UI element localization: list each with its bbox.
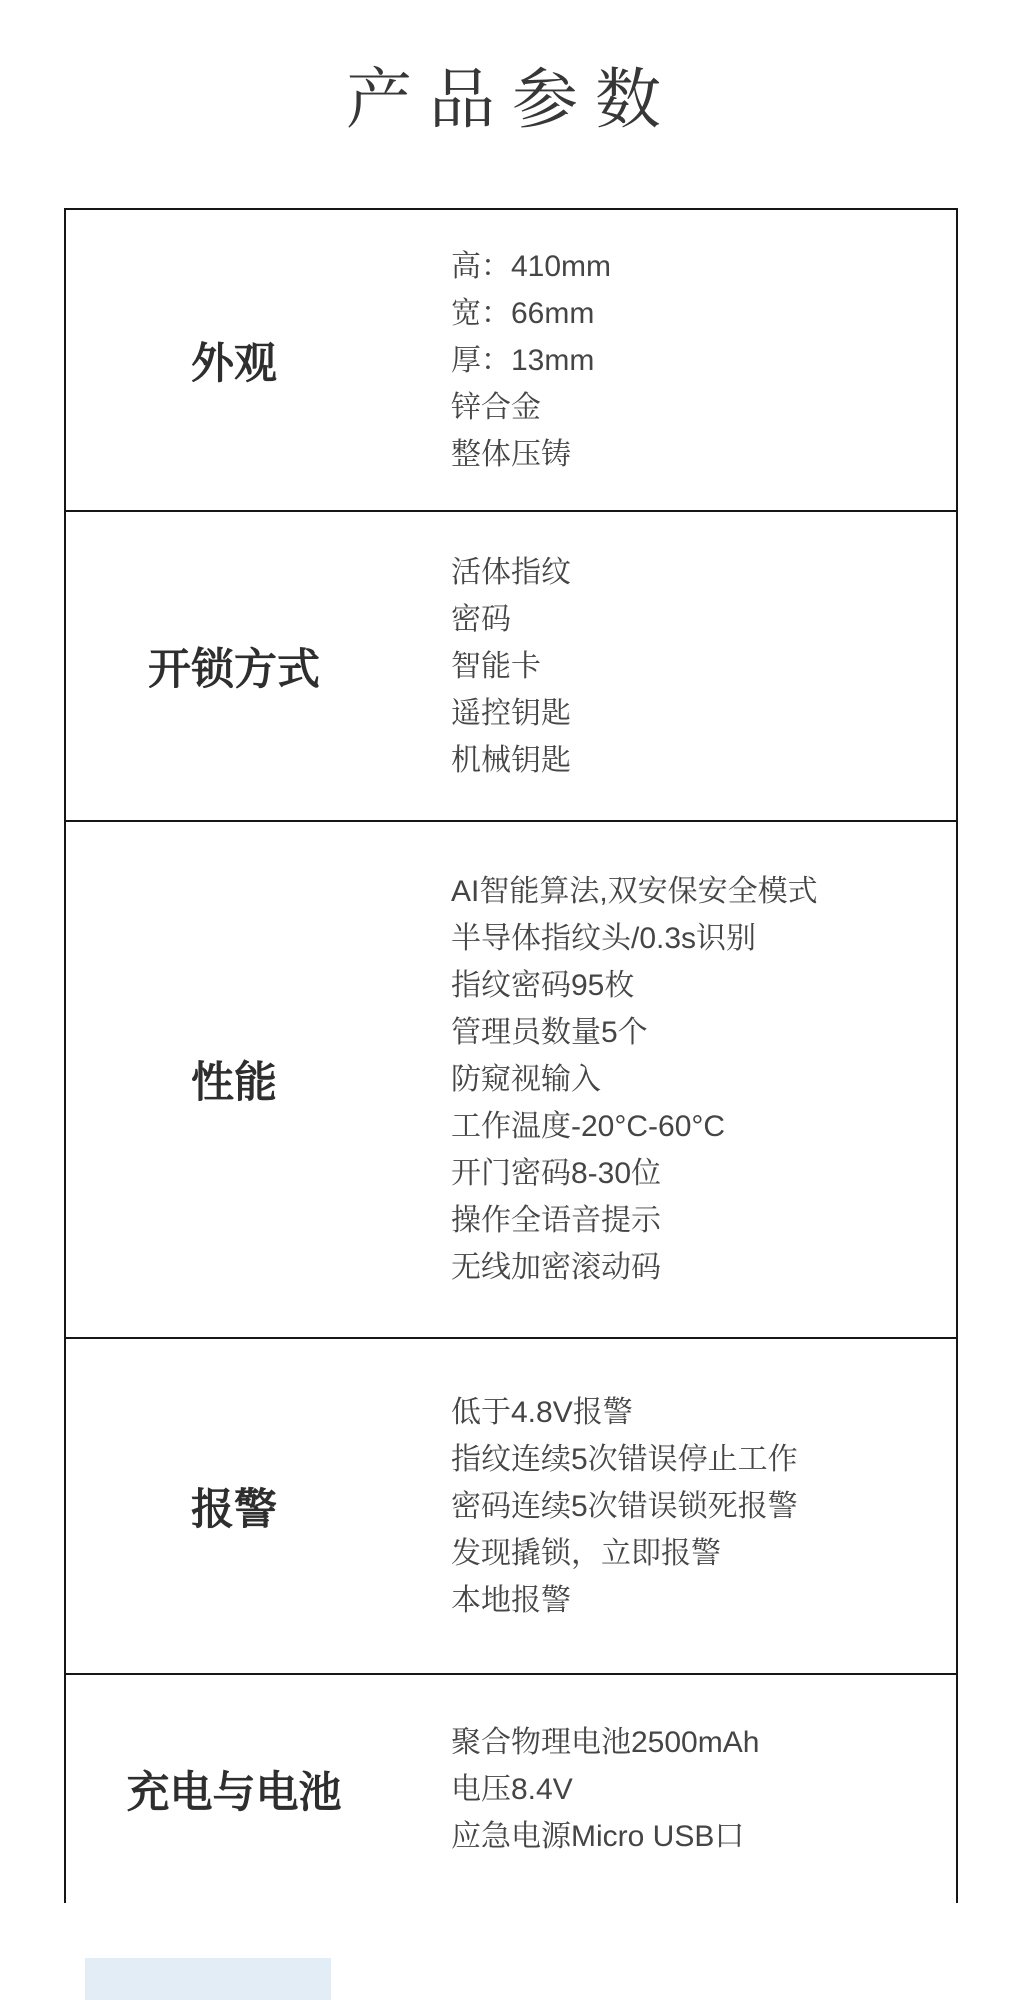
spec-row: 无线加密滚动码 (451, 1251, 661, 1284)
spec-row: 本地报警 (451, 1583, 571, 1617)
spec-row: 开门密码8-30位 (451, 1157, 662, 1190)
spec-row: 宽：66mm (451, 296, 595, 330)
spec-row: 防窥视输入 (451, 1063, 601, 1096)
page-title: 产品参数 (346, 62, 678, 136)
spec-row: 半导体指纹头/0.3s识别 (451, 922, 757, 955)
section-values (402, 1719, 956, 1860)
section-values (402, 243, 956, 478)
spec-row: 聚合物理电池2500mAh (451, 1725, 760, 1759)
spec-row: 应急电源Micro USB口 (451, 1819, 745, 1853)
section-values (402, 1389, 956, 1624)
spec-row: 低于4.8V报警 (451, 1395, 633, 1429)
section-appearance (66, 208, 956, 510)
spec-row: 整体压铸 (451, 437, 571, 471)
spec-row: 智能卡 (451, 649, 541, 683)
next-section-edge (85, 1958, 331, 2000)
section-charging-battery (66, 1673, 956, 1903)
spec-row: 密码连续5次错误锁死报警 (451, 1489, 798, 1523)
spec-row: 活体指纹 (451, 555, 571, 589)
spec-row: 机械钥匙 (451, 743, 571, 777)
spec-row: 遥控钥匙 (451, 696, 571, 730)
spec-row: 指纹密码95枚 (451, 969, 635, 1002)
section-unlock-methods (66, 510, 956, 820)
spec-row: 指纹连续5次错误停止工作 (451, 1442, 798, 1476)
spec-row: AI智能算法,双安保安全模式 (451, 875, 818, 908)
section-values (402, 549, 956, 784)
spec-row: 高：410mm (451, 249, 612, 283)
section-performance (66, 820, 956, 1337)
section-label-appearance: 外观 (191, 339, 277, 388)
spec-row: 操作全语音提示 (451, 1204, 661, 1237)
spec-row: 发现撬锁，立即报警 (451, 1536, 721, 1570)
section-label-performance: 性能 (191, 1059, 277, 1107)
spec-row: 锌合金 (451, 390, 541, 424)
spec-row: 管理员数量5个 (451, 1016, 648, 1049)
spec-row: 电压8.4V (451, 1772, 573, 1806)
section-alarm (66, 1337, 956, 1673)
section-label-charging-battery: 充电与电池 (126, 1768, 342, 1817)
spec-row: 工作温度-20°C-60°C (451, 1110, 726, 1143)
section-label-alarm: 报警 (191, 1485, 277, 1534)
section-label-unlock-methods: 开锁方式 (148, 645, 320, 694)
section-values (402, 868, 956, 1291)
spec-table (64, 208, 958, 1903)
spec-row: 厚：13mm (451, 343, 595, 377)
spec-row: 密码 (451, 602, 511, 636)
